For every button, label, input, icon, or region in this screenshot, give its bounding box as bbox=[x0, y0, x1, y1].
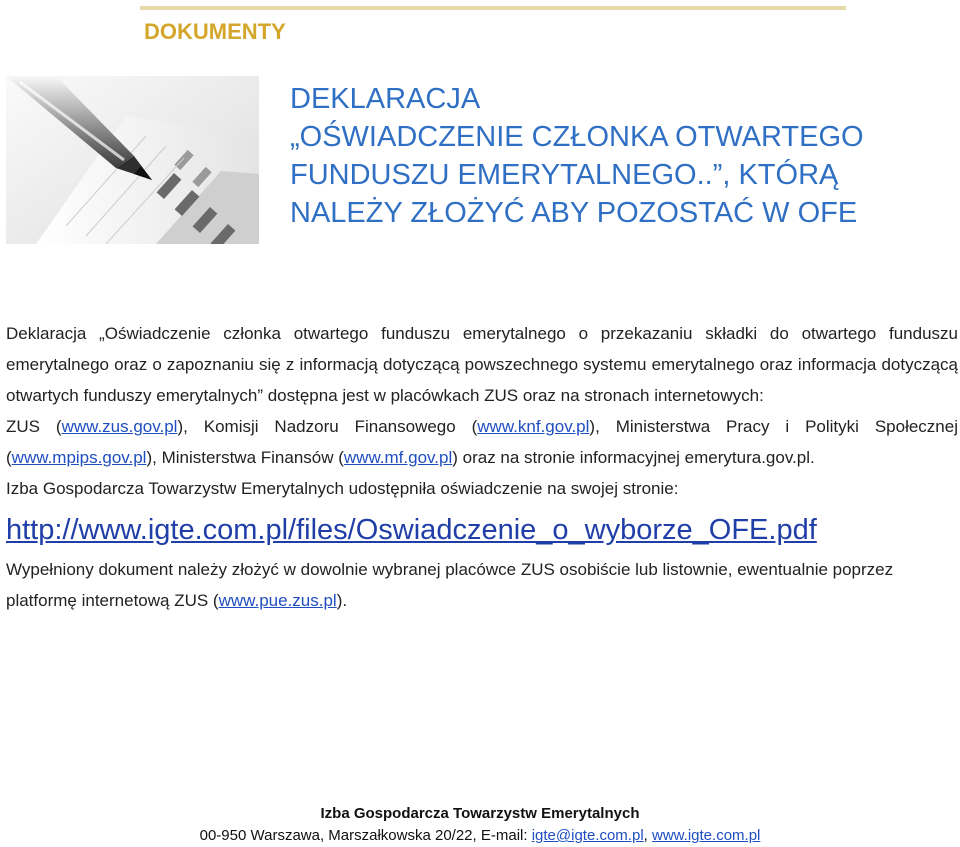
title-line: NALEŻY ZŁOŻYĆ ABY POZOSTAĆ W OFE bbox=[290, 197, 858, 229]
footer-website-link[interactable]: www.igte.com.pl bbox=[652, 827, 761, 844]
header-rule bbox=[140, 6, 846, 10]
mf-link[interactable]: www.mf.gov.pl bbox=[343, 448, 453, 467]
title-line: „OŚWIADCZENIE CZŁONKA OTWARTEGO bbox=[290, 121, 864, 153]
sources-text: ) oraz na stronie informacyjnej emerytura.gov.pl. bbox=[452, 448, 815, 467]
igte-pdf-link-line bbox=[6, 510, 958, 550]
intro-paragraph: Deklaracja „Oświadczenie członka otwartego funduszu emerytalnego o przekazaniu składki do otwartego funduszu emerytalnego oraz o zapoznaniu się z informacją dotyczącą powszechnego systemu emerytalnego oraz informacja dotyczącą otwartych funduszy emerytalnych” dostępna jest w placówkach ZUS oraz na stronach internetowych: bbox=[6, 324, 958, 405]
pen-on-document-image bbox=[6, 76, 259, 244]
footer-contact bbox=[0, 825, 960, 847]
footer-separator: , bbox=[643, 827, 652, 844]
knf-link[interactable]: www.knf.gov.pl bbox=[477, 417, 590, 436]
footer-org: Izba Gospodarcza Towarzystw Emerytalnych bbox=[320, 805, 640, 822]
submission-text: Wypełniony dokument należy złożyć w dowolnie wybranej placówce ZUS osobiście lub listownie, ewentualnie poprzez platformę internetową ZUS ( bbox=[6, 560, 894, 610]
sources-paragraph bbox=[6, 411, 958, 473]
sources-text: ), Ministerstwa Pracy i Polityki Społecznej ( bbox=[6, 417, 958, 467]
sources-text: ZUS ( bbox=[6, 417, 62, 436]
mpips-link[interactable]: www.mpips.gov.pl bbox=[11, 448, 147, 467]
igte-paragraph: Izba Gospodarcza Towarzystw Emerytalnych udostępniła oświadczenie na swojej stronie: bbox=[6, 479, 679, 498]
footer-address: 00-950 Warszawa, Marszałkowska 20/22, E-mail: bbox=[199, 827, 532, 844]
sources-text: ), Ministerstwa Finansów ( bbox=[146, 448, 344, 467]
submission-text: ). bbox=[336, 591, 348, 610]
footer bbox=[0, 803, 960, 847]
igte-pdf-link[interactable]: http://www.igte.com.pl/files/Oswiadczenie_o_wyborze_OFE.pdf bbox=[6, 514, 817, 546]
sources-text: ), Komisji Nadzoru Finansowego ( bbox=[177, 417, 478, 436]
document-body bbox=[6, 318, 958, 616]
page-title bbox=[290, 80, 864, 232]
submission-paragraph bbox=[6, 554, 958, 616]
zus-link[interactable]: www.zus.gov.pl bbox=[61, 417, 178, 436]
section-label: DOKUMENTY bbox=[144, 19, 286, 44]
title-line: FUNDUSZU EMERYTALNEGO..”, KTÓRĄ bbox=[290, 159, 839, 191]
pue-zus-link[interactable]: www.pue.zus.pl bbox=[218, 591, 337, 610]
footer-email-link[interactable]: igte@igte.com.pl bbox=[531, 827, 644, 844]
title-line: DEKLARACJA bbox=[290, 83, 481, 115]
